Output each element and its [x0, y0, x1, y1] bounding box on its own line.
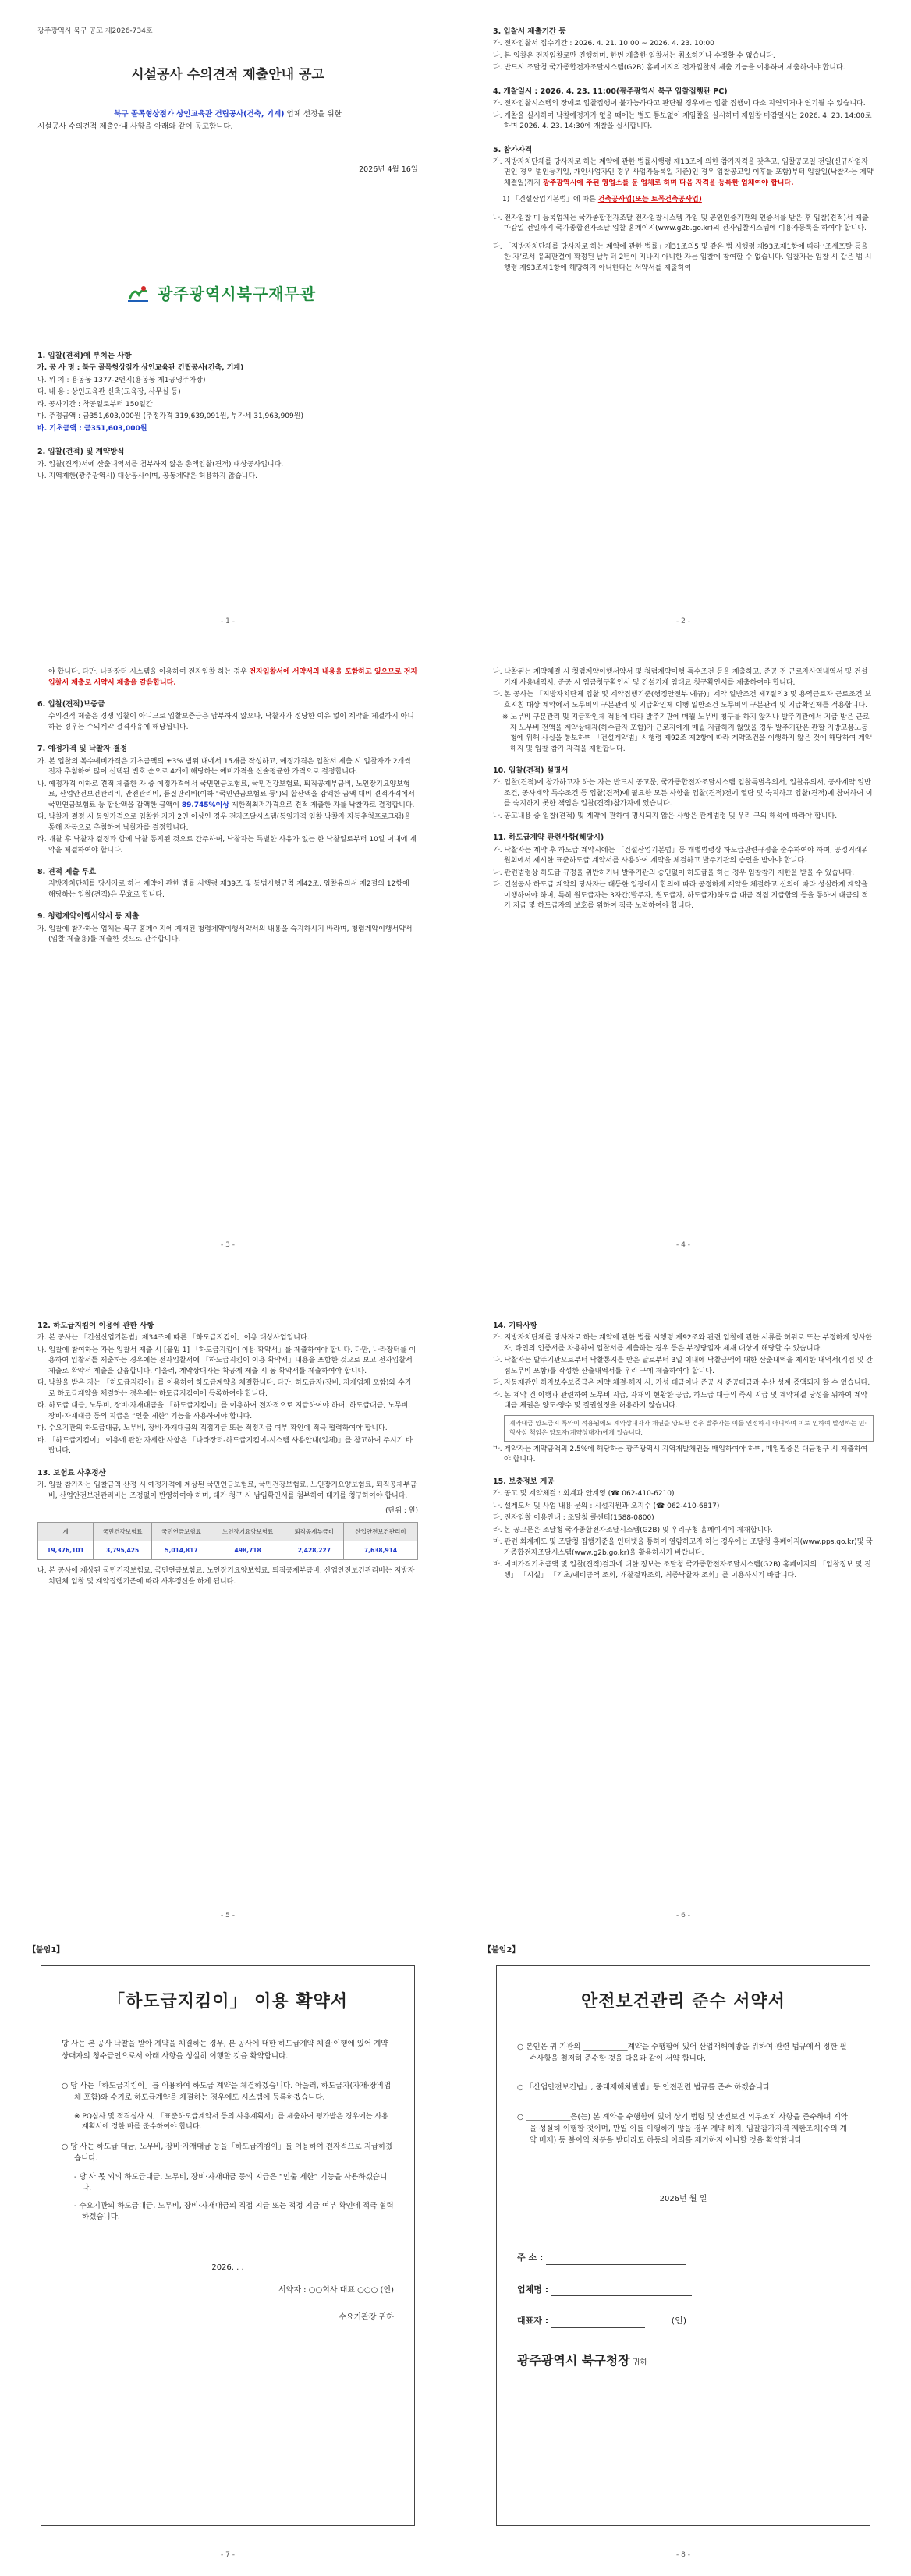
table-row: [38, 1541, 418, 1559]
page-number: - 2 -: [676, 617, 690, 625]
safety-pledge-title: 안전보건관리 준수 서약서: [580, 1992, 786, 2012]
page-number: - 5 -: [221, 1911, 235, 1920]
representative-field: [551, 2319, 645, 2328]
table-cell: 7,638,914: [343, 1541, 417, 1559]
page-number: - 1 -: [221, 617, 235, 625]
page-number: - 4 -: [676, 1240, 690, 1249]
table-cell: 498,718: [211, 1541, 285, 1559]
table-header: 퇴직공제부금비: [285, 1522, 343, 1541]
page-2: 3. 입찰서 제출기간 등 가. 전자입찰서 접수기간 : 2026. 4. 21. 10:00 ~ 2026. 4. 23. 10:00 나. 본 입찰은 전자입찰로만 진행하며, 한번 제출한 입찰서는 취소하거나 수정할 수 없습니다. 다. 반드시 조달청 국가종합전자조달시스템(G2B) 홈페이지의 전자입찰서 제출 기능을 이용하여 제출하여야 합니다. 4. 개찰일시 : 2026. 4. 23. 11:00(광주광역시 북구 입찰집행관 PC) 가. 전자입찰시스템의 장애로 입찰집행이 불가능하다고 판단될 경우에는 입찰 집행이 다소 지연되거나 연기될 수 있습니다. 나. 개찰을 실시하여 낙찰예정자가 없을 때에는 별도 통보없이 재입찰을 실시하며 재입찰 마감일시는 2026. 4. 23. 14:00로 하며 2026. 4. 23. 14:30에 개찰을 실시합니다. 5. 참가자격 가. 지방자치단체를 당사자로 하는 계약에 관한 법률시행령 제13조에 의한 참가자격을 갖추고, 입찰공고일 전일(신규사업자면인 경우 법인등기일, 개인사업자인 경우 사업자등록일 기준)인 경우 입찰공고일 이후를 포함)부터 입찰일(낙찰자는 계약체결일)까지 광주광역시에 주된 영업소를 둔 업체로 하며 다음 자격을 등록한 업체여야 합니다. 1) 「건설산업기본법」에 따른 건축공사업(또는 토목건축공사업) 나. 전자입찰 미 등록업체는 국가종합전자조달 전자입찰시스템 가입 및 공인인증기관의 인증서를 받은 후 입찰(견적)서 제출 마감일 전일까지 국가종합전자조달 입찰 홈페이지(www.g2b.go.kr)의 전자입찰시스템에 이용자등록을 하여야 합니다. 다. 「지방자치단체를 당사자로 하는 계약에 관한 법률」제31조의5 및 같은 법 시행령 제93조제1항에 따라 ‘조세포탈 등을 한 자’로서 유죄판결이 확정된 날부터 2년이 지나지 아니한 자는 입찰에 참여할 수 없습니다. 입찰자는 입찰 시 같은 법 시행령 제93조제1항에 해당하지 아니한다는 서약서를 제출하여 - 2 -: [465, 8, 902, 632]
representative-row: [517, 2315, 849, 2328]
page-6: 14. 기타사항 가. 지방자치단체를 당사자로 하는 계약에 관한 법률 시행령 제92조와 관련 입찰에 관한 서류를 허위로 또는 부정하게 행사한 자, 타인의 인증서를 차용하여 입찰서를 제출하는 경우 등은 부정당업자 제재 대상에 해당할 수 있습니다. 나. 낙찰자는 발주기관으로부터 낙찰통지를 받은 날로부터 3일 이내에 낙찰금액에 대한 산출내역을 제시한 내역서(직접 및 간접노무비 포함)를 작성한 산출내역서를 우리 구에 제출하여야 합니다. 다. 자동제관인 하자보수보증금은 계약 체결·해지 시, 가성 대금이나 준공 시 준공대금과 수산 성계·증액되지 할 수 있습니다. 라. 본 계약 건 이행과 관련하여 노무비 지급, 자재의 현황한 공급, 하도급 대금의 즉시 지급 및 계약체결 당성을 위하여 계약 대금 체권은 양도·양수 및 질권설정을 허용하지 않습니다. 계약대금 양도금지 특약이 적용됨에도 계약상대자가 채권을 양도한 경우 발주자는 이를 인정하지 아니하며 이로 인하여 발생하는 민·형사상 책임은 양도자(계약상대자)에게 있습니다. 마. 계약자는 계약금액의 2.5%에 해당하는 광주광역시 지역개발채권을 매입하여야 하며, 매입필증은 대금청구 시 제출하여야 합니다. 15. 보충정보 게공 가. 공고 및 계약체결 : 회계과 안계영 (☎ 062-410-6210) 나. 설계도서 및 사업 내용 문의 : 시설지원과 오지수 (☎ 062-410-6817) 다. 전자입찰 이용안내 : 조달청 콜센터(1588-0800) 라. 본 공고문은 조달청 국가종합전자조달시스템(G2B) 및 우리구청 홈페이지에 게재합니다. 마. 관련 회계제도 및 조달청 집행기준을 인터넷을 통하여 열람하고자 하는 경우에는 조달청 홈페이지(www.pps.go.kr)및 국가종합전자조달시스템(www.g2b.go.kr)을 활용하시기 바랍니다. 바. 예비가격기초금액 및 입찰(견적)결과에 대한 정보는 조달청 국가종합전자조달시스템(G2B) 홈페이지의 「입찰정보 및 진행」 「시설」 「기초/예비금액 조회, 개찰결과조회, 최종낙찰자 조회」를 이용하시기 바랍니다. - 6 -: [465, 1302, 902, 1926]
table-header: 산업안전보건관리비: [343, 1522, 417, 1541]
page-title: 시설공사 수의견적 제출안내 공고: [131, 66, 324, 83]
table-header: 국민건강보험료: [93, 1522, 151, 1541]
seal-mark: (인): [671, 2316, 687, 2327]
annex-label: 【붙임1】: [28, 1946, 65, 1955]
pledge-date: 2026. . .: [211, 2263, 244, 2273]
address-row: [517, 2252, 849, 2265]
unit-label: (단위 : 원): [385, 1507, 418, 1515]
page-number: - 6 -: [676, 1911, 690, 1920]
company-field: [551, 2287, 692, 2296]
page-3: 야 합니다. 다만, 나라장터 시스템을 이용하여 전자입찰 하는 경우 전자입찰서에 서약서의 내용을 포함하고 있으므로 전자입찰서 제출로 서약서 제출을 갈음합니다. 6. 입찰(견적)보증금 수의견적 제출은 경쟁 입찰이 아니므로 입찰보증금은 납부하지 않으나, 낙찰자가 정당한 이유 없이 계약을 체결하지 아니하는 경우는 수의계약 결격사유에 해당됩니다. 7. 예정가격 및 낙찰자 결정 가. 본 입찰의 복수예비가격은 기초금액의 ±3% 범위 내에서 15개를 작성하고, 예정가격은 입찰서 제출 시 입찰자가 2개씩 전자 추첨하여 많이 선택된 번호 순으로 4개에 해당하는 예비가격을 산술평균한 가격으로 결정합니다. 나. 예정가격 이하로 견적 제출한 자 중 예정가격에서 국민연금보험료, 국민건강보험료, 퇴직공제부금비, 노인장기요양보험료, 산업안전보건관리비, 안전관리비, 품질관리비(이하 "국민연금보험료 등")의 합산액을 감액한 금액 대비 견적가격에서 국민연금보험료 등 합산액을 감액한 금액이 89.745%이상 제한적최저가격으로 견적 제출한 자를 낙찰자로 결정합니다. 다. 낙찰자 결정 시 동일가격으로 입찰한 자가 2인 이상인 경우 전자조달시스템(동일가격 입찰 낙찰자 자동추첨프로그램)을 통해 자동으로 추첨하여 낙찰자를 결정합니다. 라. 개찰 후 낙찰자 결정과 함께 낙찰 통지된 것으로 간주하며, 낙찰자는 특별한 사유가 없는 한 낙찰일로부터 10일 이내에 계약을 체결하여야 합니다. 8. 견적 제출 무효 지방자치단체를 당사자로 하는 계약에 관한 법률 시행령 제39조 및 동법시행규칙 제42조, 입찰유의서 제2절의 12항에 해당하는 입찰(견적)은 무효로 합니다. 9. 청렴계약이행서약서 등 제출 가. 입찰에 참가하는 업체는 북구 홈페이지에 게재된 청렴계약이행서약서의 내용을 숙지하시기 바라며, 청렴계약이행서약서(입찰 제출용)를 제출한 것으로 간주합니다. - 3 -: [9, 647, 446, 1255]
company-row: [517, 2284, 849, 2297]
signer: 서약자 : ○○회사 대표 ○○○ (인): [278, 2286, 394, 2295]
page-number: - 7 -: [221, 2550, 235, 2559]
company-label: 업체명 :: [517, 2284, 549, 2295]
table-header: 계: [38, 1522, 94, 1541]
table-cell: 2,428,227: [285, 1541, 343, 1559]
annex-label: 【붙임2】: [484, 1946, 520, 1955]
project-name: 북구 골목형상점가 상인교육관 건립공사(건축, 기계): [114, 110, 285, 119]
note-box: 계약대금 양도금지 특약이 적용됨에도 계약상대자가 채권을 양도한 경우 발주자는 이를 인정하지 아니하며 이로 인하여 발생하는 민·형사상 책임은 양도자(계약상대자)에게 있습니다.: [504, 1415, 874, 1442]
recipient: 수요기관장 귀하: [339, 2313, 394, 2323]
page-5: 12. 하도급지킴이 이용에 관한 사항 가. 본 공사는 「건설산업기본법」제34조에 따른 「하도급지킴이」이용 대상사업입니다. 나. 입찰에 참여하는 자는 입찰서 제출 시 [붙임 1] 「하도급지킴이 이용 확약서」를 제출하여야 합니다. 다만, 나라장터를 이용하여 입찰서를 제출하는 경우에는 전자입찰서에 「하도급지킴이 이용 확약서」내용을 포함한 것으로 보고 전자입찰서 제출로 확약서 제출을 갈음합니다. 이울러, 계약상대자는 착공계 제출 시 동 확약서를 제출하여야 합니다. 다. 낙찰을 받은 자는 「하도급지킴이」를 이용하여 하도급계약을 체결합니다. 다만, 하도급자(장비, 자재업체 포함)와 수기로 하도급계약을 체결하는 경우에는 하도급지킴이에 등록하여야 합니다. 라. 하도급 대금, 노무비, 장비·자재대금을 「하도급지킴이」를 이용하여 전자적으로 지급하여야 하며, 하도급대금, 노무비, 장비·자재대금 등의 지급은 “인출 제한” 기능을 사용하여야 합니다. 마. 수요기관의 하도급대금, 노무비, 장비·자재대금의 직접지급 또는 적정지급 여부 확인에 적극 협력하여야 합니다. 바. 「하도급지킴이」 이용에 관한 자세한 사항은 「나라장터-하도급지킴이-시스템 사용안내(업체)」를 참고하여 주시기 바랍니다. 13. 보험료 사후정산 가. 입찰 참가자는 입찰금액 산정 시 예정가격에 계상된 국민연금보험료, 국민건강보험료, 노인장기요양보험료, 퇴직공제부금비, 산업안전보건관리비는 조정없이 반영하여야 하며, 대가 청구 시 납입확인서를 첨부하여 대가를 청구하여야 합니다. (단위 : 원) 계 국민건강보험료 국민연금보험료 노인장기요양보험료 퇴직공제부금비 산업안전보건관리비 19,376,101 3,795,425 5,014,817 498,718 2,428,227 7,638,914 나. 본 공사에 계상된 국민건강보험료, 국민연금보험료, 노인장기요양보험료, 퇴직공제부금비, 산업안전보건관리비는 지방자치단체 입찰 및 계약집행기준에 따라 사후정산을 하게 됩니다. - 5 -: [9, 1302, 446, 1926]
section-1: 1. 입찰(견적)에 부치는 사항 가. 공 사 명 : 북구 골목형상점가 상인교육관 건립공사(건축, 기계) 나. 위 치 : 용봉동 1377-2번지(용봉동 제1공영주차장) 다. 내 용 : 상인교육관 신축(교육장, 사무실 등) 라. 공사기간 : 착공일로부터 150일간 마. 추정금액 : 금351,603,000원 (추정가격 319,639,091원, 부가세 31,963,909원) 바. 기초금액 : 금351,603,000원 2. 입찰(견적) 및 계약방식 가. 입찰(견적)서에 산출내역서를 첨부하지 않은 총액입찰(견적) 대상공사입니다. 나. 지역제한(광주광역시) 대상공사이며, 공동계약은 허용하지 않습니다.: [37, 343, 418, 484]
table-cell: 5,014,817: [152, 1541, 211, 1559]
safety-pledge-box: 안전보건관리 준수 서약서 ○ 본인은 귀 기관의 ____________계약을 수행함에 있어 산업재해예방을 위하여 관련 법규에서 정한 필수사항을 철저히 준수할 것을 다음과 같이 서약 합니다. ○ 「산업안전보건법」, 중대재해처벌법」등 안전관련 법규를 준수 하겠습니다. ○ ____________은(는) 본 계약을 수행함에 있어 상기 법령 및 안전보건 의무조치 사항을 준수하며 계약을 성실히 이행할 것이며, 만일 이를 이행하지 않을 경우 계약 해지, 입찰참가자격 제한조치(수의 계약 배제) 등 불이익 처분을 받더라도 하등의 이의를 제기하지 아니할 것을 확약합니다. 2026년 월 일 주 소 : 업체명 : 대표자 : (인) 광주광역시 북구청장 귀하: [496, 1965, 870, 2526]
page-8: [465, 1934, 902, 2565]
address-label: 주 소 :: [517, 2252, 544, 2263]
page-7: [9, 1934, 446, 2565]
recipient: 광주광역시 북구청장 귀하: [517, 2352, 648, 2368]
table-cell: 19,376,101: [38, 1541, 94, 1559]
page-number: - 3 -: [221, 1240, 235, 1249]
intro: 북구 골목형상점가 상인교육관 건립공사(건축, 기계) 업체 선정을 위한 시설공사 수의견적 제출안내 사항을 아래와 같이 공고합니다.: [37, 110, 342, 132]
pledge-title: 「하도급지킴이」 이용 확약서: [107, 1992, 349, 2012]
table-cell: 3,795,425: [93, 1541, 151, 1559]
base-amount: 바. 기초금액 : 금351,603,000원: [37, 424, 147, 433]
page-number: - 8 -: [676, 2550, 690, 2559]
page-1: [9, 8, 446, 632]
notice-date: 2026년 4월 16일: [359, 165, 418, 175]
org-signature: [126, 282, 316, 306]
address-field: [546, 2256, 686, 2265]
org-name: 광주광역시북구재무관: [158, 285, 317, 303]
pledge-date: 2026년 월 일: [659, 2195, 707, 2204]
pledge-box: 「하도급지킴이」 이용 확약서 당 사는 본 공사 낙찰을 받아 계약을 체결하는 경우, 본 공사에 대한 하도급계약 체결·이행에 있어 계약상대자의 청수급인으로서 아래 사항을 성실히 이행할 것을 확약합니다. ○ 당 사는「하도급지킴이」를 이용하여 하도급 계약을 체결하겠습니다. 아울러, 하도급자(자재·장비업체 포함)와 수기로 하도급계약을 체결하는 경우에도 시스템에 등록하겠습니다. ※ PQ심사 및 적격심사 시, 「표준하도급계약서 등의 사용계획서」를 제출하여 평가받은 경우에는 사용계획서에 정한 바를 준수하여야 합니다. ○ 당 사는 하도급 대금, 노무비, 장비·자재대금 등을「하도급지킴이」를 이용하여 전자적으로 지급하겠습니다. - 당 사 몫 외의 하도급대금, 노무비, 장비·자재대금 등의 지급은 “인출 제한” 기능을 사용하겠습니다. - 수요기관의 하도급대금, 노무비, 장비·자재대금의 직접 지급 또는 적정 지급 여부 확인에 적극 협력하겠습니다. 2026. . . 서약자 : ○○회사 대표 ○○○ (인) 수요기관장 귀하: [41, 1965, 415, 2526]
page-4: 나. 낙찰된는 계약체결 시 청렴계약이행서약서 및 청렴계약이행 특수조건 등을 제출하고, 준공 전 근로자사역내역서 및 건설기계 사용내역서, 준공 시 임금청구확인서 및 건설기계 임대료 청구확인서를 제출하여야 합니다. 다. 본 공사는 「지방자치단체 입찰 및 계약집행기준(행정안전부 예규)」계약 일반조건 제7절의3 및 용역근로자 근로조건 보호지침 대상 계약에서 노무비의 구분관리 및 지급확인제 이행 일반조건 노무비의 구분관리 및 지급확인제를 적용합니다. ※ 노무비 구분관리 및 지급확인제 적용에 따라 발주기관에 매월 노무비 청구를 하지 않거나 발주기관에서 지급 받은 근로자 노무비 전액을 계약상대자(하수급자 포함)가 근로자에게 매월 지급하지 않았을 경우 발주기관은 관할 지방고용노동청에 위해 사실을 통보하며 「건설계약법」시행령 제92조 제2항에 따라 계약조건을 이행하지 않은 것에 해당하여 계약해지 및 입찰 참가 자격을 제한합니다. 10. 입찰(견적) 설명서 가. 입찰(견적)에 참가하고자 하는 자는 반드시 공고문, 국가종합전자조달시스템 입찰특별유의서, 입찰유의서, 공사계약 일반조건, 공사계약 특수조건 등 입찰(견적)에 필요한 모든 사항을 입찰(견적)전에 열람 및 숙지하고 입찰(견적)에 참여하여 이를 숙지하지 못한 책임은 입찰(견적)참가자에 있습니다. 나. 공고내용 중 입찰(견적) 및 계약에 관하여 명시되지 않은 사항은 관계법령 및 우리 구의 해석에 따라야 합니다. 11. 하도급계약 관련사항(해당시) 가. 낙찰자는 계약 후 하도급 계약시에는 「건설산업기본법」등 개별법령상 하도급관련규정을 준수하여야 하며, 공정거래위원회에서 제시한 표준하도급 계약서를 사용하여 계약을 체결하고 발주기관의 승인을 받아야 합니다. 나. 관련법령상 하도급 규정을 위반하거나 발주기관의 승인없이 하도급을 하는 경우 입찰참가 제한을 받을 수 있습니다. 다. 건설공사 하도급 계약의 당사자는 대등한 입장에서 합의에 따라 공정하게 계약을 체결하고 신의에 따라 성실하게 계약을 이행하여야 하며, 특히 원도급자는 3자간(발주자, 원도급자, 하도급자)하도급 대금 직접 지급합의 등을 통하여 대금의 적기 지급 및 하도급자의 보호를 위하여 적극 노력하여야 합니다. - 4 -: [465, 647, 902, 1255]
table-header-row: [38, 1522, 418, 1541]
insurance-table: [37, 1522, 418, 1561]
bukgu-logo-icon: [126, 284, 150, 304]
table-header: 노인장기요양보험료: [211, 1522, 285, 1541]
representative-label: 대표자 :: [517, 2316, 549, 2327]
table-header: 국민연금보험료: [152, 1522, 211, 1541]
doc-number: 광주광역시 북구 공고 제2026-734호: [37, 27, 153, 35]
